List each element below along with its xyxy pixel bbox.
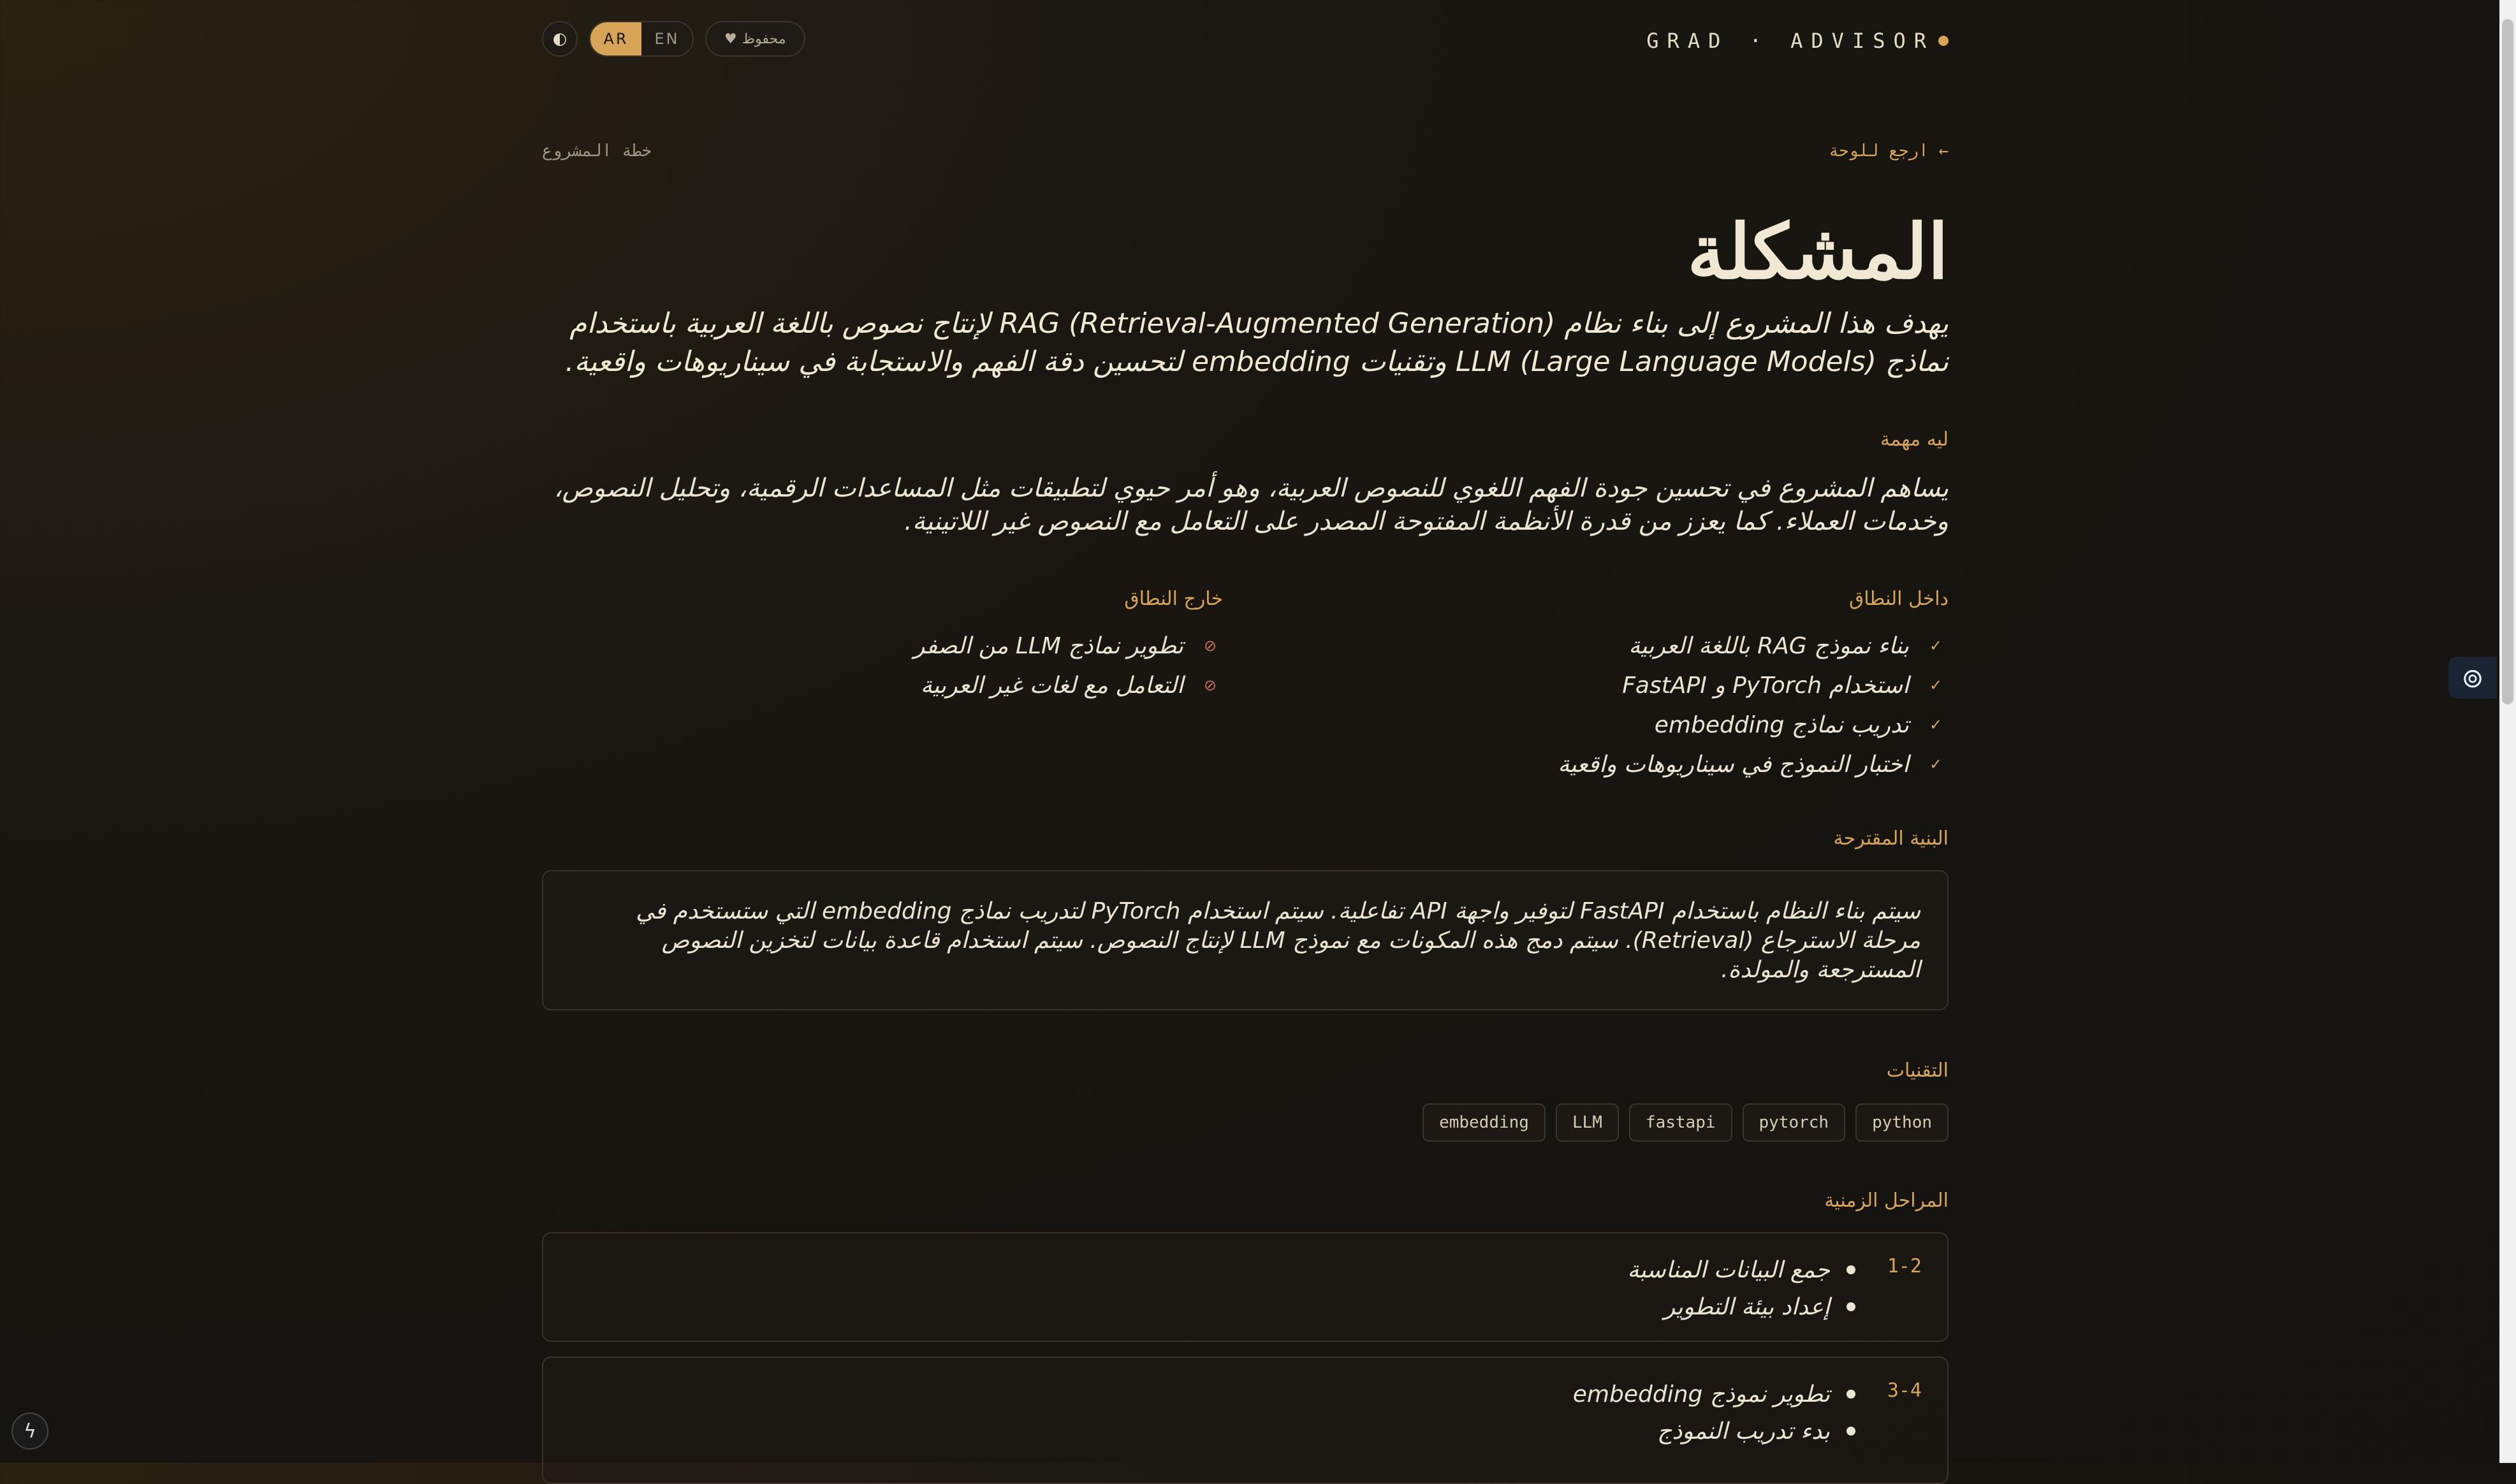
problem-statement: يهدف هذا المشروع إلى بناء نظام RAG (Retrieval-Augmented Generation) لإنتاج نصوص باللغة العربية باستخدام نماذج LLM (Large Language Models) وتقنيات embedding لتحسين دقة الفهم والاستجابة في سيناريوهات واقعية.	[565, 307, 1949, 378]
phase-weeks: 3-4	[1887, 1379, 1922, 1402]
architecture-text: سيتم بناء النظام باستخدام FastAPI لتوفير واجهة API تفاعلية. سيتم استخدام PyTorch لتدريب نماذج embedding التي ستستخدم في مرحلة الاسترجاع (Retrieval). سيتم دمج هذه المكونات مع نموذج LLM لإنتاج النصوص. سيتم استخدام قاعدة بيانات لتخزين النصوص المسترجعة والمولدة.	[636, 898, 1920, 983]
list-item	[1558, 666, 1949, 705]
out-of-scope-item: التعامل مع لغات غير العربية	[920, 672, 1183, 699]
saved-label: محفوظ	[742, 31, 786, 47]
header-controls	[542, 21, 805, 57]
page-scrollbar[interactable]	[2499, 0, 2516, 1463]
brand-dot-icon	[1938, 36, 1949, 46]
phase-task: إعداد بيئة التطوير	[1664, 1293, 1830, 1320]
bullet-icon	[1847, 1390, 1855, 1399]
out-of-scope-item: تطوير نماذج LLM من الصفر	[913, 632, 1183, 659]
project-plan-label: خطة المشروع	[542, 142, 652, 161]
list-item	[1573, 1413, 1855, 1450]
tech-tag: fastapi	[1629, 1103, 1732, 1142]
brand-name: GRAD · ADVISOR	[1646, 29, 1935, 53]
list-item	[1627, 1251, 1855, 1288]
list-item	[1627, 1288, 1855, 1325]
tech-tag: embedding	[1423, 1103, 1546, 1142]
phase-task-list	[1627, 1251, 1855, 1325]
tech-tag: LLM	[1556, 1103, 1619, 1142]
bullet-icon	[1847, 1302, 1855, 1311]
out-of-scope-heading: خارج النطاق	[1124, 588, 1223, 610]
in-scope-heading: داخل النطاق	[1848, 588, 1949, 610]
phase-task-list	[1573, 1376, 1855, 1450]
tech-heading: التقنيات	[1886, 1059, 1949, 1082]
list-item	[1558, 745, 1949, 784]
out-of-scope-list	[914, 626, 1223, 705]
heart-icon: ♥	[724, 31, 737, 47]
why-it-matters-heading: ليه مهمة	[1880, 428, 1949, 451]
in-scope-item: بناء نموذج RAG باللغة العربية	[1628, 632, 1909, 659]
phase-weeks: 1-2	[1887, 1255, 1922, 1277]
bullet-icon	[1847, 1427, 1855, 1436]
theme-toggle-icon[interactable]: ◐	[542, 21, 578, 57]
why-it-matters-text: يساهم المشروع في تحسين جودة الفهم اللغوي للنصوص العربية، وهو أمر حيوي لتطبيقات مثل المساعدات الرقمية، وتحليل النصوص، وخدمات العملاء. كما يعزز من قدرة الأنظمة المفتوحة المصدر على التعامل مع النصوص غير اللاتينية.	[553, 474, 1949, 536]
tech-tags	[1423, 1103, 1949, 1142]
check-icon: ✓	[1929, 637, 1943, 655]
brand-logo[interactable]	[1646, 29, 1949, 53]
phase-task: جمع البيانات المناسبة	[1627, 1256, 1830, 1283]
list-item	[1558, 705, 1949, 745]
saved-button[interactable]	[705, 21, 805, 57]
excluded-icon: ⊘	[1203, 676, 1217, 694]
in-scope-item: اختبار النموذج في سيناريوهات واقعية	[1558, 751, 1909, 778]
list-item	[1558, 626, 1949, 666]
assistant-launcher-icon[interactable]: ⊚	[2448, 657, 2497, 699]
architecture-card	[542, 870, 1949, 1010]
in-scope-item: استخدام PyTorch و FastAPI	[1622, 672, 1909, 699]
back-to-dashboard-link[interactable]: ← ارجع للوحة	[1829, 142, 1949, 161]
in-scope-item: تدريب نماذج embedding	[1654, 711, 1909, 738]
check-icon: ✓	[1929, 676, 1943, 694]
phase-task: بدء تدريب النموذج	[1657, 1418, 1830, 1444]
bullet-icon	[1847, 1265, 1855, 1274]
list-item	[914, 666, 1223, 705]
excluded-icon: ⊘	[1203, 637, 1217, 655]
lang-en-button[interactable]: EN	[641, 22, 692, 55]
top-bar	[542, 21, 1949, 62]
phase-card	[542, 1357, 1949, 1484]
timeline-heading: المراحل الزمنية	[1824, 1189, 1949, 1212]
list-item	[914, 626, 1223, 666]
language-switch[interactable]	[589, 21, 694, 57]
bolt-icon[interactable]: ϟ	[11, 1413, 48, 1450]
tech-tag: python	[1855, 1103, 1949, 1142]
page-title: المشكلة	[1687, 207, 1949, 296]
check-icon: ✓	[1929, 755, 1943, 773]
tech-tag: pytorch	[1743, 1103, 1846, 1142]
lang-ar-button[interactable]: AR	[590, 22, 641, 55]
in-scope-list	[1558, 626, 1949, 784]
list-item	[1573, 1376, 1855, 1413]
phase-task: تطوير نموذج embedding	[1572, 1381, 1830, 1408]
check-icon: ✓	[1929, 716, 1943, 734]
architecture-heading: البنية المقترحة	[1833, 827, 1949, 850]
scrollbar-thumb[interactable]	[2502, 19, 2513, 704]
phase-card	[542, 1232, 1949, 1342]
